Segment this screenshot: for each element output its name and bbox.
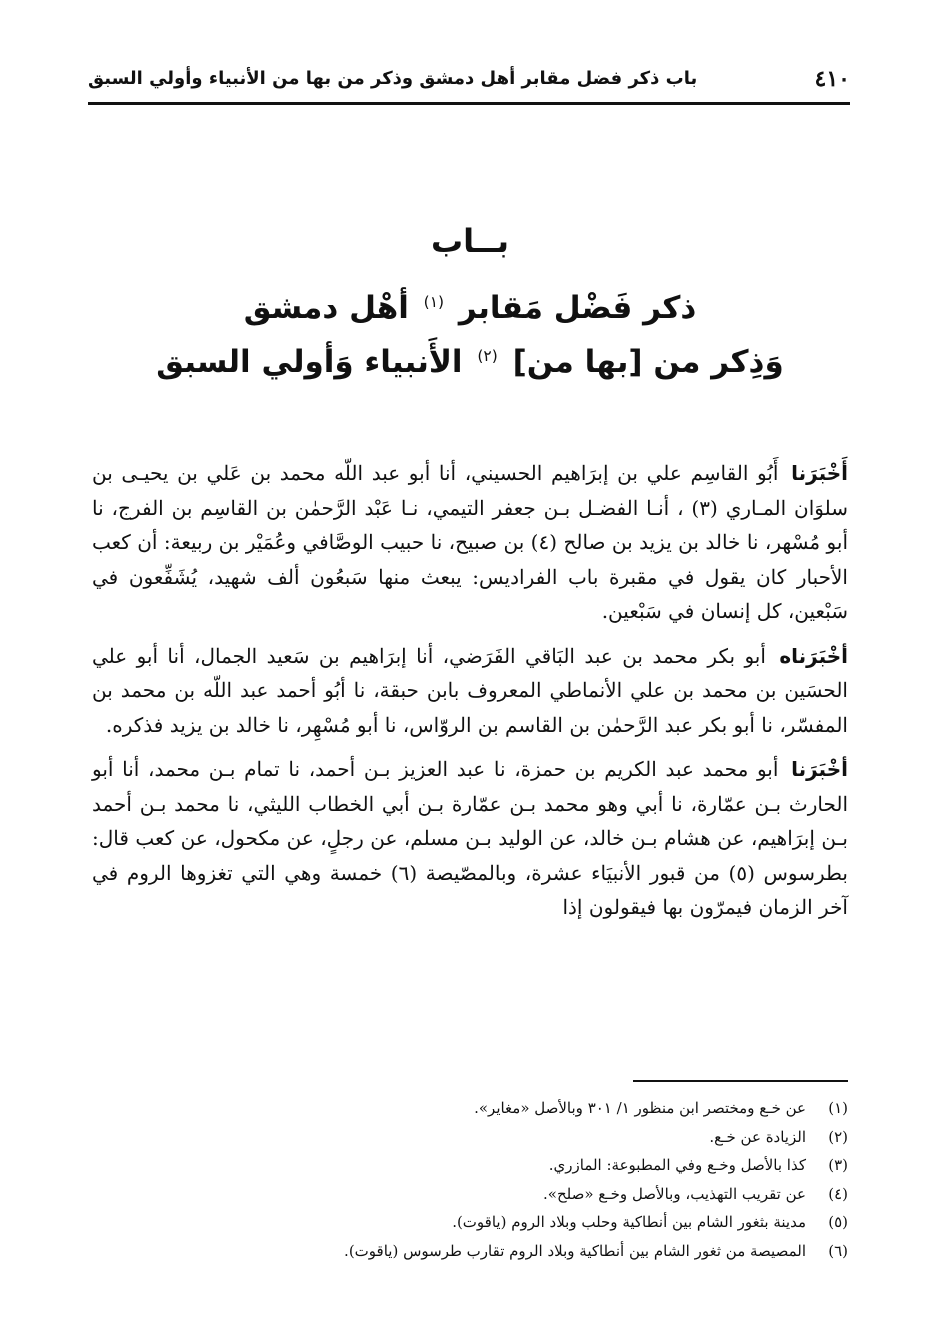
footnote-divider <box>633 1080 848 1082</box>
title-text: ذكر فَضْل مَقابر <box>458 290 697 326</box>
footnote-number: (٥) <box>828 1213 848 1231</box>
paragraph <box>92 456 848 629</box>
chapter-title-line-2 <box>0 344 940 380</box>
footnote <box>92 1151 848 1180</box>
title-text: وَذِكر من [بها من] <box>512 344 784 380</box>
footnote-number: (٦) <box>828 1241 848 1260</box>
chapter-title-line-1 <box>0 290 940 326</box>
footnote-ref: (١) <box>423 292 445 311</box>
footnote-number: (٣) <box>828 1156 848 1174</box>
footnote <box>92 1123 848 1152</box>
footnote-text: كذا بالأصل وخـع وفي المطبوعة: المازري. <box>548 1156 806 1174</box>
paragraph <box>92 639 848 743</box>
footnote <box>92 1180 848 1209</box>
footnote-text: عن تقريب التهذيب، وبالأصل وخـع «صلح». <box>543 1184 806 1203</box>
footnotes <box>92 1094 848 1265</box>
paragraph <box>92 752 848 925</box>
paragraph-lead: أَخْبَرَنا <box>791 461 849 485</box>
footnote <box>92 1208 848 1237</box>
page-number: ٤١٠ <box>814 66 850 92</box>
footnote-number: (٤) <box>828 1184 848 1203</box>
footnote-ref: (٢) <box>477 346 498 365</box>
footnote-text: مدينة بثغور الشام بين أنطاكية وحلب وبلاد الروم (ياقوت). <box>452 1213 806 1231</box>
footnote <box>92 1237 848 1266</box>
running-header <box>88 62 850 105</box>
title-text: الأَنبياء وَأولي السبق <box>156 344 463 380</box>
title-text: أهْل دمشق <box>243 290 409 326</box>
footnote-number: (١) <box>828 1099 848 1117</box>
footnote-text: المصيصة من ثغور الشام بين أنطاكية وبلاد الروم تقارب طرسوس (ياقوت). <box>344 1241 806 1260</box>
footnote-text: الزيادة عن خـع. <box>709 1127 806 1146</box>
paragraph-text: أبو بكر محمد بن عبد البَاقي الفَرَضي، أنا إبرَاهيم بن سَعيد الجمال، أنا أبو علي الحسَين بن محمد بن علي الأنماطي المعروف بابن حبقة، نا أبُو أحمد عبد اللّه بن محمد بن المفسّر، نا أبو بكر عبد الرَّحمٰن بن القاسم بن الروّاس، نا أبو مُسْهِر، نا خالد بن يزيد فذكره. <box>92 643 848 737</box>
paragraph-text: أبو محمد عبد الكريم بن حمزة، نا عبد العزيز بـن أحمد، نا تمام بـن محمد، أنا أبو الحارث بـن عمّارة، نا أبي وهو محمد بـن عمّارة بـن أبي الخطاب الليثي، نا محمد بـن أحمد بـن إبرَاهيم، عن هشام بـن خالد، عن الوليد بـن مسلم، عن رجلٍ، عن مكحول، عن كعب قال: بطرسوس (٥) من قبور الأنبيَاء عشرة، وبالمصّيصة (٦) خمسة وهي التي تغزوها الروم في آخر الزمان فيمرّون بها فيقولون إذا <box>92 757 848 919</box>
chapter-label: بــاب <box>430 222 510 260</box>
paragraph-lead: أخْبَرَنا <box>791 757 848 781</box>
running-title: باب ذكر فضل مقابر أهل دمشق وذكر من بها من الأنبياء وأولي السبق <box>88 68 698 89</box>
footnote <box>92 1094 848 1123</box>
main-text <box>92 456 848 935</box>
paragraph-text: أَبُو القاسِم علي بن إبرَاهيم الحسيني، أنا أبو عبد اللّه محمد بن عَلي بن يحيـى بن سلوَان المـاري (٣) ، أنـا الفضـل بـن جعفر التيمي، نـا عَبْد الرَّحمٰن بن القاسِم بن الفرج، نا أبو مُسْهر، نا خالد بن يزيد بن صالح (٤) بن صبيح، نا حبيب الوصَّافي وعُمَيْر بن ربيعة: أن كعب الأحبار كان يقول في مقبرة باب الفراديس: يبعث منها سَبعُون ألف شهيد، يُشَفِّعون في سَبْعين، كل إنسان في سَبْعين. <box>92 461 849 623</box>
footnote-text: عن خـع ومختصر ابن منظور ١/ ٣٠١ وبالأصل «مغاير». <box>474 1099 806 1117</box>
paragraph-lead: أخْبَرَناه <box>779 643 849 668</box>
footnote-number: (٢) <box>828 1127 848 1146</box>
